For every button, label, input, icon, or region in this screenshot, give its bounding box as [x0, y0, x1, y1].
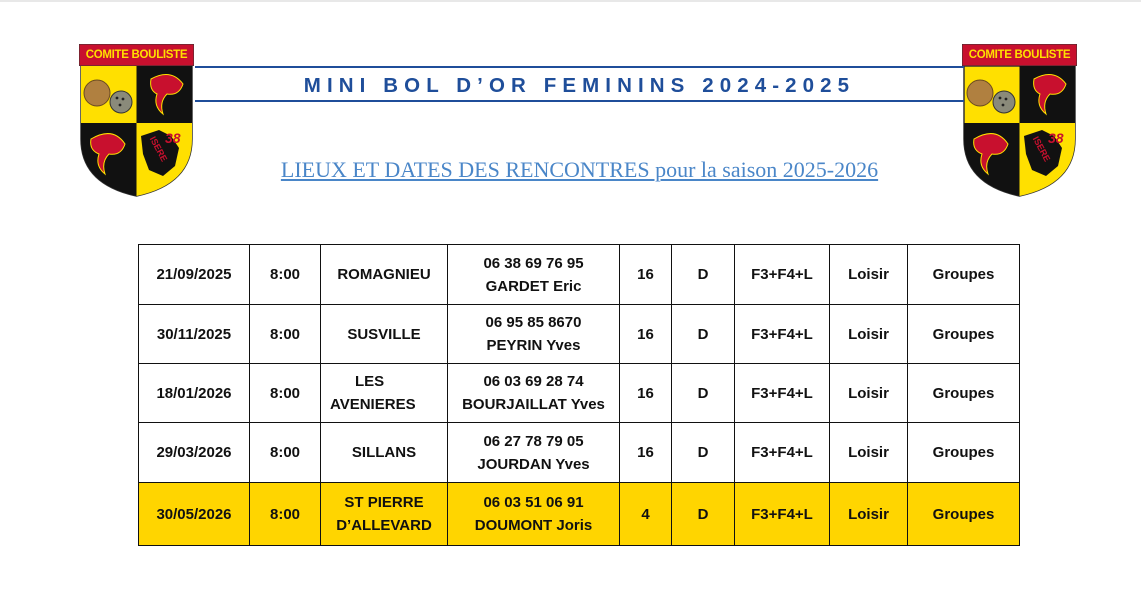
mode-cell: D [672, 483, 735, 546]
date-cell: 30/11/2025 [139, 305, 250, 364]
contact-cell [448, 305, 620, 364]
date-cell: 29/03/2026 [139, 423, 250, 483]
crest-banner-bg [962, 44, 1077, 66]
type-cell: Loisir [830, 245, 908, 305]
comite-bouliste-logo-right [962, 44, 1077, 197]
title-rule-bottom [195, 100, 964, 102]
date-cell: 21/09/2025 [139, 245, 250, 305]
teams-cell: 16 [620, 305, 672, 364]
mode-cell: D [672, 305, 735, 364]
crest-region: ISERE [147, 134, 170, 164]
teams-cell: 16 [620, 423, 672, 483]
crest-banner-bg [79, 44, 194, 66]
contact-phone: 06 03 69 28 74 [483, 373, 584, 390]
date-cell: 30/05/2026 [139, 483, 250, 546]
contact-name: PEYRIN Yves [486, 337, 581, 354]
venue-line: D’ALLEVARD [336, 517, 432, 534]
contact-phone: 06 38 69 76 95 [483, 254, 584, 272]
contact-name: GARDET Eric [485, 277, 582, 295]
contact-cell [448, 483, 620, 546]
contact-name: JOURDAN Yves [477, 455, 590, 473]
venue-line: AVENIERES [330, 396, 416, 413]
comite-bouliste-logo-left [79, 44, 194, 197]
format-cell: Groupes [908, 305, 1020, 364]
format-cell: Groupes [908, 483, 1020, 546]
table-row [139, 305, 1020, 364]
contact-cell [448, 245, 620, 305]
venue-line: LES [355, 373, 385, 390]
venue-cell [321, 423, 448, 483]
venue-line: SILLANS [351, 444, 417, 461]
mode-cell: D [672, 245, 735, 305]
crest-number: 38 [165, 130, 181, 146]
venue-cell [321, 483, 448, 546]
contact-phone: 06 03 51 06 91 [483, 494, 584, 511]
time-cell: 8:00 [250, 305, 321, 364]
categories-cell: F3+F4+L [735, 245, 830, 305]
table-row [139, 364, 1020, 423]
contact-phone: 06 27 78 79 05 [483, 432, 584, 450]
contact-name: BOURJAILLAT Yves [462, 396, 605, 413]
crest-shield-icon [79, 44, 194, 197]
teams-cell: 4 [620, 483, 672, 546]
type-cell: Loisir [830, 483, 908, 546]
venue-cell [321, 305, 448, 364]
top-divider [0, 0, 1141, 2]
page-title: MINI BOL D’OR FEMININS 2024-2025 [303, 74, 856, 97]
crest-region: ISERE [1030, 134, 1053, 164]
categories-cell: F3+F4+L [735, 305, 830, 364]
format-cell: Groupes [908, 423, 1020, 483]
time-cell: 8:00 [250, 423, 321, 483]
venue-line: ST PIERRE [344, 494, 424, 511]
venue-cell [321, 364, 448, 423]
contact-name: DOUMONT Joris [474, 517, 593, 534]
type-cell: Loisir [830, 423, 908, 483]
time-cell: 8:00 [250, 483, 321, 546]
categories-cell: F3+F4+L [735, 364, 830, 423]
time-cell: 8:00 [250, 364, 321, 423]
page-subtitle: LIEUX ET DATES DES RENCONTRES pour la saison 2025-2026 [280, 157, 879, 182]
venue-cell [321, 245, 448, 305]
contact-phone: 06 95 85 8670 [485, 314, 582, 331]
categories-cell: F3+F4+L [735, 423, 830, 483]
mode-cell: D [672, 364, 735, 423]
categories-cell: F3+F4+L [735, 483, 830, 546]
crest-banner-text: COMITE BOULISTE [968, 49, 1071, 61]
title-rule-top [195, 66, 964, 68]
type-cell: Loisir [830, 364, 908, 423]
date-cell: 18/01/2026 [139, 364, 250, 423]
contact-cell [448, 423, 620, 483]
teams-cell: 16 [620, 364, 672, 423]
format-cell: Groupes [908, 245, 1020, 305]
crest-shield-icon [962, 44, 1077, 197]
crest-number: 38 [1048, 130, 1064, 146]
table-row [139, 245, 1020, 305]
venue-line: SUSVILLE [347, 325, 421, 343]
contact-cell [448, 364, 620, 423]
type-cell: Loisir [830, 305, 908, 364]
crest-banner-text: COMITE BOULISTE [85, 49, 188, 61]
format-cell: Groupes [908, 364, 1020, 423]
table-row [139, 423, 1020, 483]
venue-line: ROMAGNIEU [337, 266, 431, 283]
table-row [139, 483, 1020, 546]
time-cell: 8:00 [250, 245, 321, 305]
mode-cell: D [672, 423, 735, 483]
teams-cell: 16 [620, 245, 672, 305]
schedule-table [138, 244, 1020, 546]
